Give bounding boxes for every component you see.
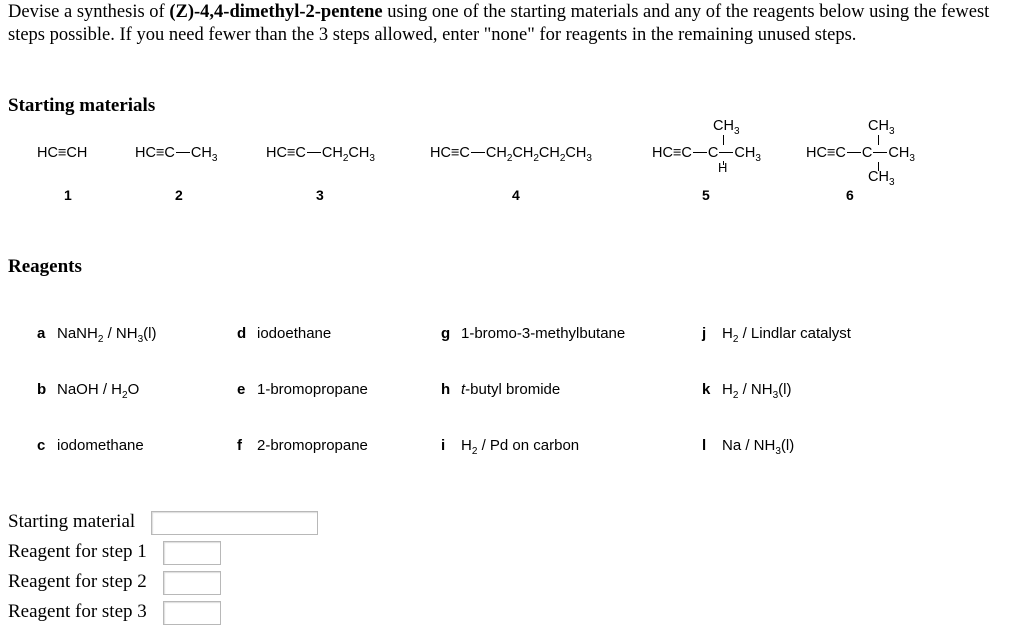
step1-label: Reagent for step 1 (8, 541, 147, 562)
molecule-6-methyl-bottom: $CH_3$ (868, 169, 895, 188)
reagent-g: g 1-bromo-3-methylbutane (441, 325, 626, 342)
molecule-3: HC≡C $CH_2CH_3$ (266, 145, 375, 164)
molecule-number-2: 2 (175, 187, 183, 203)
molecule-4: HC≡C $CH_2CH_2CH_2CH_3$ (430, 145, 592, 164)
molecule-6-bond-up (878, 135, 879, 145)
molecule-6-methyl-top: $CH_3$ (868, 118, 895, 137)
reagent-h: h t-butyl bromide (441, 381, 561, 398)
reagent-l: l Na / $NH_3(l)$ (702, 437, 795, 457)
reagent-d: d iodoethane (237, 325, 332, 342)
step3-input[interactable] (163, 601, 221, 625)
molecule-5-bond-up (723, 135, 724, 145)
reagent-j: j $H_2$ / Lindlar catalyst (702, 325, 851, 345)
molecule-1: HC≡CH (37, 145, 88, 161)
step2-input[interactable] (163, 571, 221, 595)
step3-label: Reagent for step 3 (8, 601, 147, 622)
reagent-e: e 1-bromopropane (237, 381, 368, 398)
reagent-f: f 2-bromopropane (237, 437, 368, 454)
step1-input[interactable] (163, 541, 221, 565)
molecule-number-1: 1 (64, 187, 72, 203)
molecule-number-6: 6 (846, 187, 854, 203)
reagent-b: b NaOH / $H_2O$ (37, 381, 140, 401)
molecule-5-hydrogen: H (718, 160, 728, 175)
reagent-k: k $H_2 / NH_3(l)$ (702, 381, 792, 401)
starting-material-input[interactable] (151, 511, 318, 535)
molecule-2: HC≡C $CH_3$ (135, 145, 218, 164)
molecule-5-methyl: $CH_3$ (713, 118, 740, 137)
reagent-c: c iodomethane (37, 437, 144, 454)
molecule-number-5: 5 (702, 187, 710, 203)
molecule-number-3: 3 (316, 187, 324, 203)
starting-materials-heading: Starting materials (8, 95, 156, 116)
question-text: Devise a synthesis of (Z)-4,4-dimethyl-2-pentene using one of the starting materials and any of the reagents below using the fewest steps possible. If you need fewer than the 3 steps allowed, enter "none" for reagents in the remaining unused steps. (8, 2, 990, 45)
reagent-a: a NaNH$_2$ / $NH_3(l)$ (37, 325, 157, 345)
step2-label: Reagent for step 2 (8, 571, 147, 592)
reagent-i: i $H_2$ / Pd on carbon (441, 437, 580, 457)
molecule-6: HC≡C C $CH_3$ (806, 145, 915, 164)
starting-material-label: Starting material (8, 511, 136, 532)
reagents-heading: Reagents (8, 256, 82, 277)
target-compound: (Z)-4,4-dimethyl-2-pentene (169, 2, 383, 22)
molecule-number-4: 4 (512, 187, 520, 203)
molecule-5: HC≡C C $CH_3$ (652, 145, 761, 164)
